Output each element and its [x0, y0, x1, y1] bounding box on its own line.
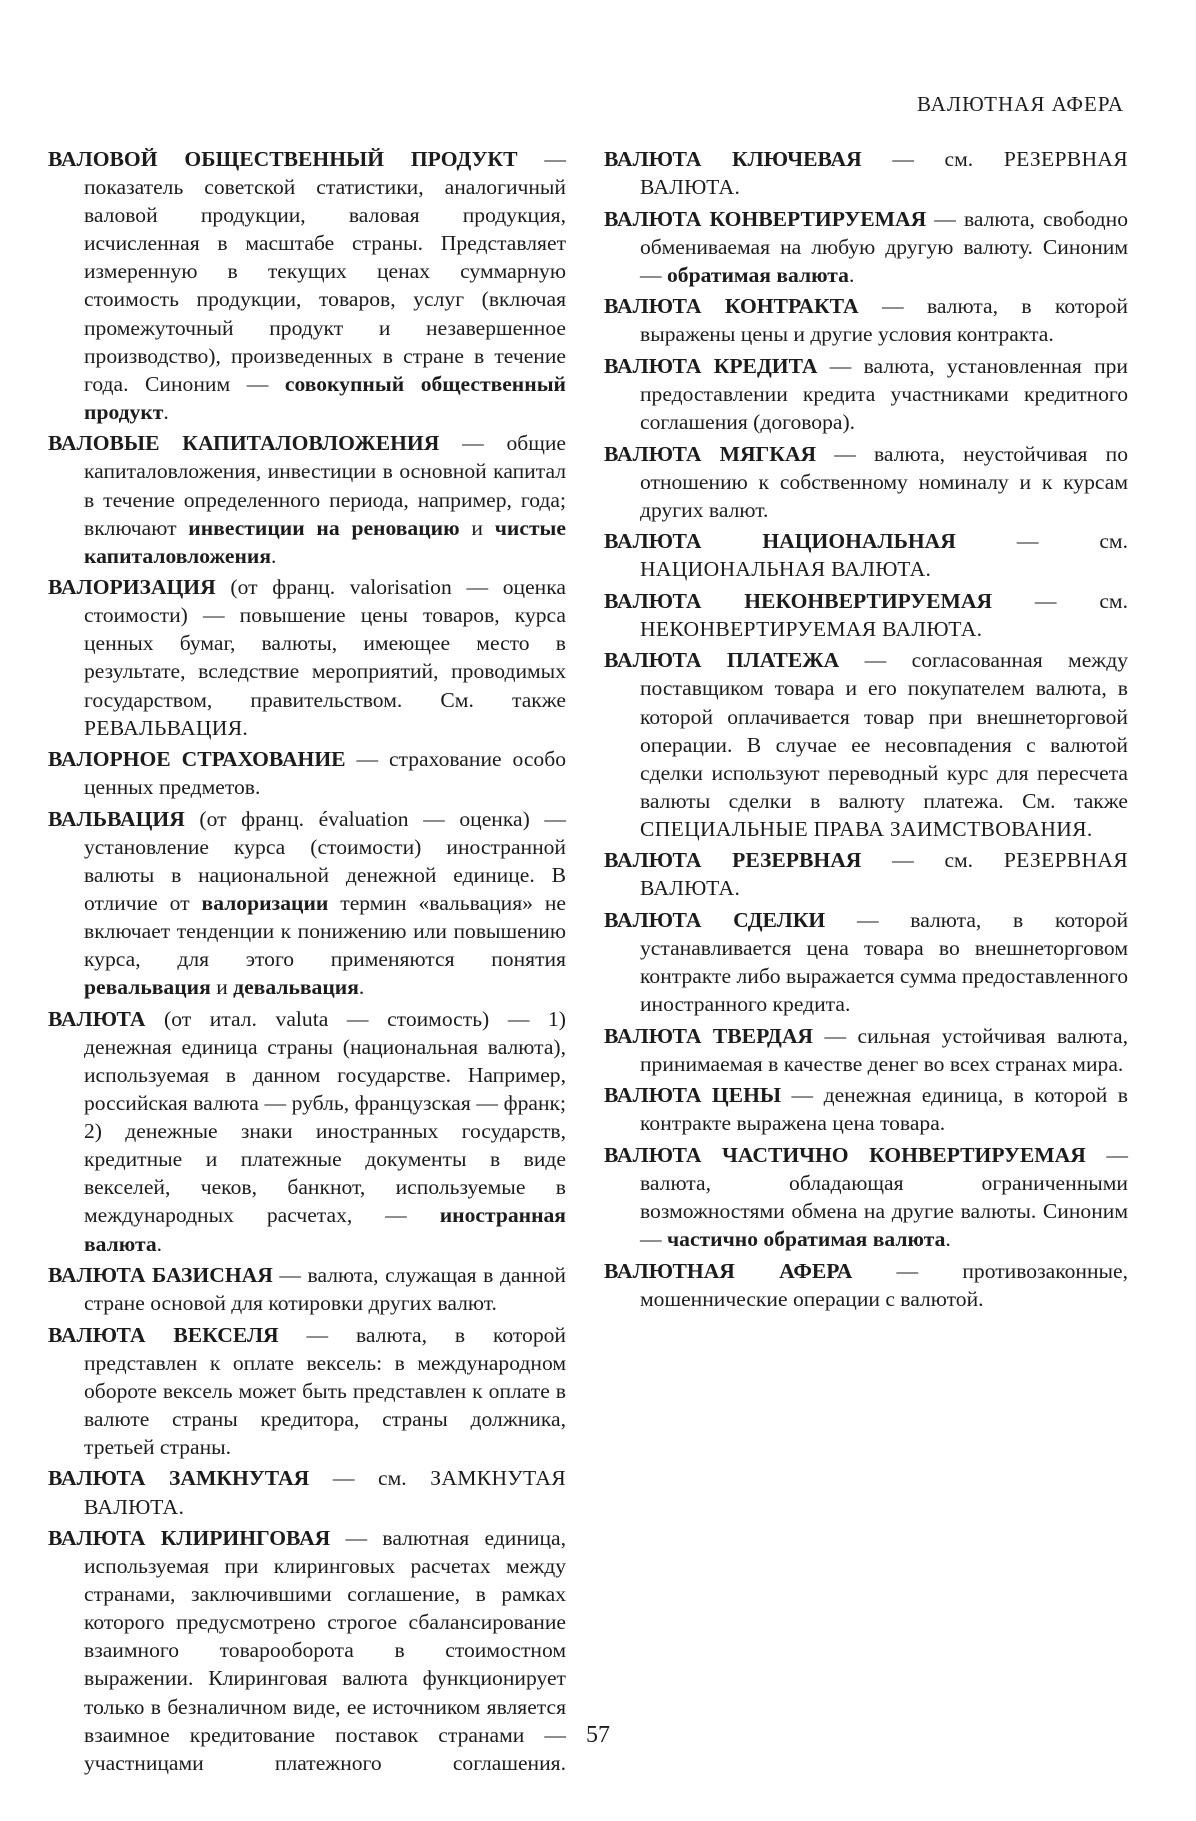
dictionary-entry: [604, 587, 1128, 643]
see-also-reference: РЕЗЕРВНАЯ ВАЛЮТА: [640, 848, 1128, 901]
entry-text: — см.: [861, 848, 1004, 873]
cross-reference: обратимая валюта: [667, 262, 849, 287]
cross-reference: валоризации: [201, 891, 329, 915]
entry-text: .: [271, 543, 277, 568]
entry-text: — сильная устойчивая валюта, принимаемая в качестве денег во всех странах мира.: [640, 1023, 1128, 1076]
see-also-reference: РЕЗЕРВНАЯ ВАЛЮТА: [640, 147, 1128, 200]
running-head: ВАЛЮТНАЯ АФЕРА: [917, 92, 1124, 116]
entry-term: ВАЛЮТА ВЕКСЕЛЯ: [48, 1322, 279, 1347]
entry-text: — валюта, неустойчивая по отношению к собственному номиналу и к курсам других валют.: [640, 441, 1128, 522]
dictionary-entry: [604, 1022, 1128, 1078]
entry-text: (от франц. valorisation — оценка стоимости) — повышение цены товаров, курса ценных бумаг, валюты, имеющее место в результате, вследствие мероприятий, проводимых государством, правительством. См. также: [84, 575, 566, 712]
dictionary-entry: [604, 145, 1128, 201]
entry-term: ВАЛЮТА ПЛАТЕЖА: [604, 648, 840, 673]
entry-text: — валютная единица, используемая при клиринговых расчетах между странами, заключившими соглашение, в рамках которого предусмотрено строгое сбалансирование взаимного товарооборота в стоимостном выражении. Клиринговая валюта функционирует только в безналичном виде, ее источником является взаимное кредитование поставок странами — участницами платежного соглашения.: [84, 1526, 566, 1775]
dictionary-entry: [48, 1464, 566, 1520]
entry-term: ВАЛЮТА СДЕЛКИ: [604, 907, 826, 932]
dictionary-entry: [48, 429, 566, 569]
cross-reference: инвестиции на реновацию: [188, 515, 460, 540]
dictionary-entry: [604, 292, 1128, 348]
cross-reference: частично обратимая валюта: [667, 1227, 946, 1252]
entry-text: — см.: [861, 147, 1004, 171]
entry-term: ВАЛЮТА РЕЗЕРВНАЯ: [604, 848, 862, 873]
entry-text: — общие капиталовложения, инвестиции в основной капитал в течение определенного периода, например, года; включают: [84, 431, 566, 540]
entry-term: ВАЛЮТА КОНТРАКТА: [604, 294, 859, 319]
entry-text: — денежная единица, в которой в контракте выражена цена товара.: [640, 1083, 1128, 1136]
entry-text: .: [163, 399, 169, 424]
entry-text: .: [945, 1227, 951, 1252]
dictionary-entry: [604, 906, 1128, 1018]
entry-text: .: [178, 1494, 184, 1519]
see-also-reference: НАЦИОНАЛЬНАЯ ВАЛЮТА: [640, 557, 926, 582]
entry-text: .: [1086, 816, 1093, 841]
entry-text: .: [156, 1231, 163, 1256]
entry-text: .: [358, 975, 365, 1000]
entry-term: ВАЛЮТА НАЦИОНАЛЬНАЯ: [604, 529, 956, 554]
entry-text: — противозаконные, мошеннические операции с валютой.: [640, 1258, 1128, 1311]
dictionary-entry: [48, 1321, 566, 1461]
dictionary-entry: [604, 846, 1128, 902]
entry-term: ВАЛЮТА МЯГКАЯ: [604, 441, 817, 466]
entry-term: ВАЛЮТА ЦЕНЫ: [604, 1083, 782, 1108]
entry-term: ВАЛЬВАЦИЯ: [48, 806, 185, 831]
cross-reference: совокупный общественный продукт: [84, 371, 566, 424]
dictionary-entry: [604, 205, 1128, 289]
see-also-reference: НЕКОНВЕРТИРУЕМАЯ ВАЛЮТА: [640, 616, 977, 641]
cross-reference: ревальвация: [84, 975, 211, 1000]
dictionary-entry: [604, 1081, 1128, 1137]
entry-term: ВАЛЮТНАЯ АФЕРА: [604, 1258, 853, 1283]
see-also-reference: СПЕЦИАЛЬНЫЕ ПРАВА ЗАИМСТВОВАНИЯ: [640, 816, 1087, 841]
entry-text: — валюта, свободно обмениваемая на любую другую валюту. Синоним —: [640, 206, 1128, 287]
entry-text: .: [848, 262, 855, 287]
entry-text: — валюта, в которой представлен к оплате вексель: в международном обороте вексель может быть представлен к оплате в валюте страны кредитора, страны должника, третьей страны.: [84, 1322, 566, 1459]
entry-term: ВАЛЮТА БАЗИСНАЯ: [48, 1263, 273, 1287]
dictionary-entry: [604, 646, 1128, 843]
entry-text: .: [734, 175, 740, 200]
see-also-reference: ЗАМКНУТАЯ ВАЛЮТА: [84, 1466, 567, 1519]
dictionary-entry: [604, 1257, 1128, 1313]
entry-term: ВАЛОВОЙ ОБЩЕСТВЕННЫЙ ПРОДУКТ: [48, 147, 518, 171]
dictionary-entry: [48, 1005, 566, 1258]
entry-term: ВАЛЮТА ЧАСТИЧНО КОНВЕРТИРУЕМАЯ: [604, 1142, 1086, 1167]
dictionary-entry: [48, 145, 566, 426]
entry-text: — валюта, в которой устанавливается цена товара во внешнеторговом контракте либо выражается сумма предоставленного иностранного кредита.: [640, 907, 1128, 1017]
entry-text: — см.: [955, 529, 1128, 554]
entry-term: ВАЛЮТА НЕКОНВЕРТИРУЕМАЯ: [604, 588, 993, 613]
cross-reference: чистые капиталовложения: [84, 515, 567, 568]
entry-text: и: [459, 515, 495, 540]
entry-text: — валюта, служащая в данной стране основой для котировки других валют.: [84, 1263, 566, 1316]
entry-text: (от итал. valuta — стоимость) — 1) денежная единица страны (национальная валюта), используемая в данном государстве. Например, российская валюта — рубль, французская — франк; 2) денежные знаки иностранных государств, кредитные и платежные документы в виде векселей, чеков, банкнот, используемые в международных расчетах, —: [84, 1006, 566, 1228]
entry-text: — страхование особо ценных предметов.: [84, 747, 566, 800]
cross-reference: девальвация: [233, 975, 359, 1000]
entry-text: — согласованная между поставщиком товара и его покупателем валюта, в которой оплачивается товар при внешнеторговой операции. В случае ее несовпадения с валютой сделки используют переводный курс для пересчета валюты сделки в валюту платежа. См. также: [640, 648, 1129, 813]
dictionary-entry: [604, 352, 1128, 436]
entry-text: (от франц. évaluation — оценка) — установление курса (стоимости) иностранной валюты в национальной денежной единице. В отличие от: [84, 806, 566, 915]
entry-text: — валюта, в которой выражены цены и другие условия контракта.: [640, 294, 1128, 347]
entry-text: и: [210, 975, 234, 1000]
entry-term: ВАЛЮТА ЗАМКНУТАЯ: [48, 1466, 310, 1491]
entry-term: ВАЛЮТА ТВЕРДАЯ: [604, 1023, 814, 1048]
entry-text: термин «вальвация» не включает тенденции к понижению или повышению курса, для этого применяются понятия: [84, 891, 566, 972]
entry-text: .: [734, 876, 740, 901]
dictionary-entry: [48, 805, 566, 1002]
entry-text: .: [925, 557, 931, 582]
entry-text: — показатель советской статистики, аналогичный валовой продукции, валовая продукция, исчисленная в масштабе страны. Представляет измеренную в текущих ценах суммарную стоимость продукции, товаров, услуг (включая промежуточный продукт и незавершенное производство), произведенных в стране в течение года. Синоним —: [84, 147, 566, 396]
entry-term: ВАЛОРНОЕ СТРАХОВАНИЕ: [48, 747, 346, 772]
dictionary-entry: [48, 745, 566, 801]
dictionary-entry: [604, 1141, 1128, 1253]
left-column: [48, 145, 566, 1780]
dictionary-entry: [604, 527, 1128, 583]
entry-text: — см.: [309, 1466, 431, 1491]
right-column: [604, 145, 1128, 1316]
entry-term: ВАЛЮТА КЛИРИНГОВАЯ: [48, 1526, 331, 1551]
entry-text: — валюта, установленная при предоставлении кредита участниками кредитного соглашения (договора).: [640, 353, 1128, 435]
entry-term: ВАЛОРИЗАЦИЯ: [48, 575, 216, 600]
entry-text: — валюта, обладающая ограниченными возможностями обмена на другие валюты. Синоним —: [640, 1142, 1128, 1252]
entry-text: .: [976, 616, 982, 641]
dictionary-entry: [48, 573, 566, 742]
entry-text: .: [242, 715, 248, 740]
page-number: 57: [586, 1722, 610, 1748]
dictionary-entry: [48, 1261, 566, 1317]
entry-term: ВАЛЮТА КРЕДИТА: [604, 353, 818, 378]
entry-term: ВАЛОВЫЕ КАПИТАЛОВЛОЖЕНИЯ: [48, 431, 440, 456]
entry-text: — см.: [992, 588, 1128, 613]
entry-term: ВАЛЮТА КОНВЕРТИРУЕМАЯ: [604, 206, 927, 231]
see-also-reference: РЕВАЛЬВАЦИЯ: [84, 715, 243, 740]
dictionary-entry: [604, 440, 1128, 524]
entry-term: ВАЛЮТА: [48, 1006, 146, 1031]
cross-reference: иностранная валюта: [84, 1203, 566, 1256]
entry-term: ВАЛЮТА КЛЮЧЕВАЯ: [604, 147, 862, 171]
